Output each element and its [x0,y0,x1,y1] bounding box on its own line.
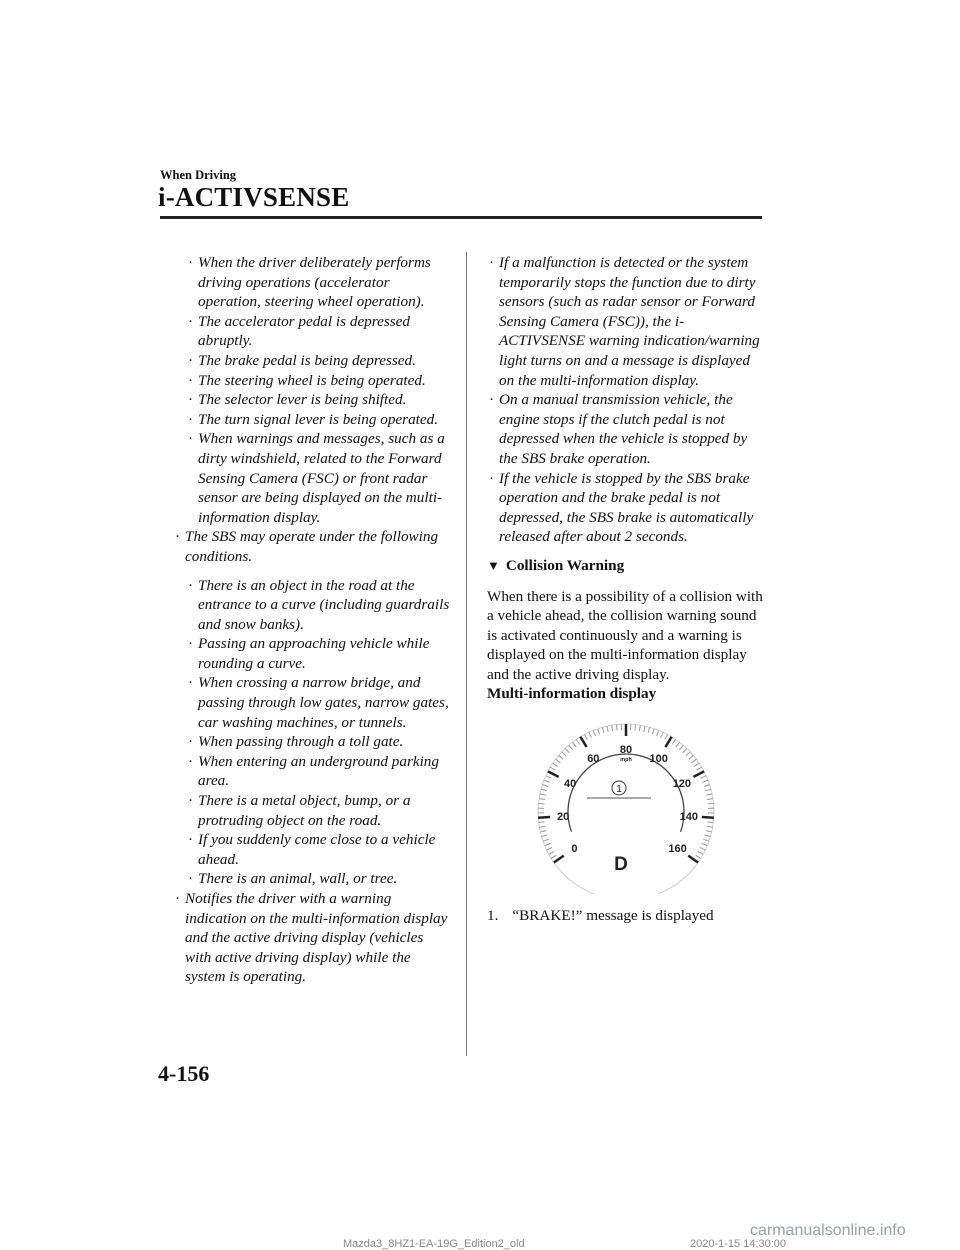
list-item-text: The SBS may operate under the following conditions. [185,528,438,565]
list-item-text: If you suddenly come close to a vehicle ahead. [198,831,435,868]
speed-label: 80 [620,744,632,756]
bullet-icon: · [188,791,193,811]
minor-tick [702,780,708,782]
list-item [160,351,452,371]
list-item [160,889,452,987]
list-item [160,752,452,791]
minor-tick [700,848,705,851]
major-tick [665,737,671,747]
minor-tick [704,785,710,787]
minor-tick [707,822,713,823]
minor-tick [541,789,547,791]
minor-tick [648,727,650,733]
minor-tick [707,799,713,800]
bullet-icon: · [188,390,193,410]
minor-tick [676,742,680,747]
callout-number: 1 [616,784,622,795]
speedometer-figure [531,714,721,894]
right-bullet-list [487,253,765,547]
collision-warning-heading [487,556,765,576]
caption-text: “BRAKE!” message is displayed [512,907,713,924]
footer-timestamp: 2020-1-15 14:30:00 [690,1238,786,1250]
list-item [160,312,452,351]
page-title: i-ACTIVSENSE [158,182,349,213]
speed-label: 120 [673,778,691,790]
minor-tick [562,752,566,756]
minor-tick [545,843,551,845]
list-item-text: When entering an underground parking area. [198,753,439,790]
minor-tick [696,855,701,858]
list-item [160,390,452,410]
minor-tick [547,848,552,851]
list-item-text: There is a metal object, bump, or a protruding object on the road. [198,792,410,829]
list-item [160,429,452,527]
bullet-icon: · [175,527,180,547]
list-item-text: The steering wheel is being operated. [198,372,426,389]
list-item [160,830,452,869]
minor-tick [706,794,712,795]
bullet-icon: · [175,889,180,909]
minor-tick [540,831,546,832]
minor-tick [616,725,617,731]
minor-tick [543,839,549,841]
collision-warning-title: Collision Warning [506,557,624,574]
list-item-text: When warnings and messages, such as a dirty windshield, related to the Forward Sensing Camera (FSC) or front radar sensor are being displayed on the multi-information display. [198,430,445,525]
bullet-icon: · [188,576,193,596]
minor-tick [657,730,659,736]
bullet-icon: · [489,390,494,410]
minor-tick [705,789,711,791]
minor-tick [565,748,569,752]
minor-tick [644,726,645,732]
inner-arc [568,754,684,832]
bullet-icon: · [188,634,193,654]
bullet-icon: · [188,253,193,273]
list-item [160,371,452,391]
list-item [487,469,765,547]
minor-tick [551,855,556,858]
major-tick [688,856,698,863]
bullet-icon: · [188,312,193,332]
minor-tick [702,843,708,845]
speed-label: 100 [650,753,668,765]
document-code: Mazda3_8HZ1-EA-19G_Edition2_old [343,1238,525,1250]
minor-tick [672,739,675,744]
minor-tick [549,852,554,855]
figure-caption [487,906,765,926]
list-item-text: The brake pedal is being depressed. [198,352,416,369]
list-item-text: There is an animal, wall, or tree. [198,870,397,887]
minor-tick [639,725,640,731]
minor-tick [635,725,636,731]
column-divider [466,252,467,1056]
minor-tick [550,767,555,770]
list-item [160,732,452,752]
list-item-text: On a manual transmission vehicle, the engine stops if the clutch pedal is not depressed when the vehicle is stopped by the SBS brake operation. [499,391,747,467]
list-item-text: Notifies the driver with a warning indication on the multi-information display and the active driving display (vehicles with active driving display) while the system is operating. [185,890,447,985]
bullet-icon: · [188,869,193,889]
left-column [160,253,452,987]
list-item-text: Passing an approaching vehicle while rounding a curve. [198,635,429,672]
major-tick [693,771,704,777]
minor-tick [553,763,558,766]
header-rule [160,216,762,219]
caption-number: 1. [487,907,498,924]
list-item-text: If the vehicle is stopped by the SBS brake operation and the brake pedal is not depressed, the SBS brake is automatically released after about 2 seconds. [499,470,753,546]
minor-tick [539,826,545,827]
list-item-text: The accelerator pedal is depressed abruptly. [198,313,410,350]
bullet-icon: · [188,410,193,430]
list-item-text: When crossing a narrow bridge, and passing through low gates, narrow gates, car washing machines, or tunnels. [198,674,449,730]
list-item [487,390,765,468]
section-marker-icon: ▼ [487,558,500,573]
minor-tick [572,742,576,747]
minor-tick [665,734,668,739]
list-item [160,634,452,673]
minor-tick [538,803,544,804]
page-number: 4-156 [158,1061,209,1087]
minor-tick [540,794,546,795]
minor-tick [706,831,712,832]
minor-tick [686,752,690,756]
minor-tick [542,835,548,837]
speed-label: 160 [668,843,686,855]
minor-tick [612,725,613,731]
bullet-icon: · [188,732,193,752]
minor-tick [683,748,687,752]
list-item-text: The selector lever is being shifted. [198,391,406,408]
minor-tick [705,835,711,837]
minor-tick [708,803,714,804]
speed-label: 140 [680,811,698,823]
list-item [160,527,452,566]
figure-title: Multi-information display [487,684,765,704]
minor-tick [559,755,564,759]
bullet-icon: · [188,429,193,449]
minor-tick [607,726,608,732]
speed-label: 40 [564,778,576,790]
minor-tick [544,780,550,782]
list-item [160,253,452,312]
bullet-icon: · [188,673,193,693]
watermark: carmanualsonline.info [750,1222,906,1240]
speed-label: 20 [557,811,569,823]
bullet-icon: · [188,830,193,850]
minor-tick [556,759,561,763]
speed-label: 0 [571,843,577,855]
bullet-icon: · [489,469,494,489]
minor-tick [589,732,592,737]
section-label: When Driving [160,168,236,183]
minor-tick [602,727,604,733]
list-item [160,576,452,635]
list-item [487,253,765,390]
bullet-icon: · [489,253,494,273]
minor-tick [576,739,579,744]
minor-tick [593,730,595,736]
minor-tick [701,776,706,778]
minor-tick [697,767,702,770]
list-item-text: When passing through a toll gate. [198,733,403,750]
minor-tick [569,745,573,750]
gear-indicator: D [614,854,628,875]
list-item-text: There is an object in the road at the entrance to a curve (including guardrails and snow banks). [198,577,449,633]
list-item [160,673,452,732]
list-item-text: If a malfunction is detected or the system temporarily stops the function due to dirty sensors (such as radar sensor or Forward Sensing Camera (FSC)), the i-ACTIVSENSE warning indication/warning light turns on and a message is displayed on the multi-information display. [499,254,760,389]
right-column [487,253,765,926]
bullet-icon: · [188,351,193,371]
bullet-icon: · [188,371,193,391]
major-tick [702,817,714,818]
minor-tick [542,785,548,787]
major-tick [548,771,559,777]
minor-tick [598,729,600,735]
speed-unit: mph [620,757,632,763]
speed-label: 60 [587,753,599,765]
major-tick [554,856,564,863]
list-item [160,410,452,430]
minor-tick [661,732,664,737]
list-item-text: The turn signal lever is being operated. [198,411,438,428]
minor-tick [692,759,697,763]
major-tick [580,737,586,747]
minor-tick [703,839,709,841]
major-tick [538,817,550,818]
minor-tick [698,852,703,855]
minor-tick [694,763,699,766]
minor-tick [652,729,654,735]
collision-warning-paragraph: When there is a possibility of a collision with a vehicle ahead, the collision warning sound is activated continuously and a warning is displayed on the multi-information display and the active driving display. [487,587,765,685]
minor-tick [689,755,694,759]
minor-tick [585,734,588,739]
minor-tick [539,822,545,823]
minor-tick [679,745,683,750]
list-item [160,869,452,889]
minor-tick [707,826,713,827]
list-item [160,791,452,830]
list-item-text: When the driver deliberately performs driving operations (accelerator operation, steering wheel operation). [198,254,431,310]
minor-tick [539,799,545,800]
minor-tick [546,776,551,778]
bullet-icon: · [188,752,193,772]
